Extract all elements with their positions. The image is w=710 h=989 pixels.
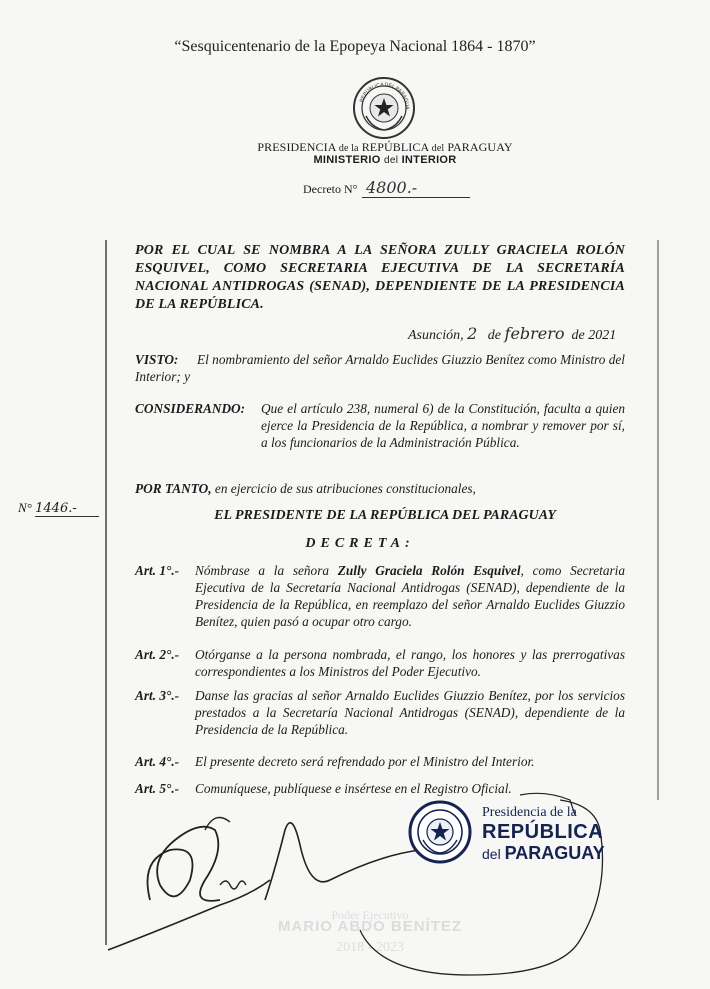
por-tanto-label: POR TANTO, [135, 481, 212, 496]
place-date: Asunción, 2 de febrero de 2021 [408, 324, 617, 343]
watermark-line-3: 2018 - 2023 [336, 940, 404, 955]
article-1: Art. 1°.- Nómbrase a la señora Zully Graciela Rolón Esquivel, como Secretaria Ejecutiva de la Secretaría Nacional Antidrogas (SENAD), dependiente de la Presidencia de la República, en reemplazo del señor Arnaldo Euclides Giuzzio Benítez, quien pasó a ocupar otro cargo. [135, 563, 625, 629]
national-seal-icon [352, 76, 416, 140]
president-heading: EL PRESIDENTE DE LA REPÚBLICA DEL PARAGUAY [214, 508, 556, 523]
decree-number: 4800.- [362, 178, 470, 198]
ministry-line: MINISTERIO del INTERIOR [313, 154, 457, 166]
watermark-line-2: MARIO ABDO BENÍTEZ [277, 918, 463, 935]
svg-text:REPÚBLICA DEL PARAGUAY: REPÚBLICA DEL PARAGUA [358, 81, 411, 110]
por-tanto-section [135, 480, 625, 497]
considerando-label: CONSIDERANDO: [135, 401, 246, 416]
presidency-line: PRESIDENCIA de la REPÚBLICA del PARAGUAY [257, 140, 513, 154]
article-5: Art. 5°.- Comuníquese, publíquese e insértese en el Registro Oficial. [135, 781, 512, 796]
article-4: Art. 4°.- El presente decreto será refrendado por el Ministro del Interior. [135, 754, 535, 769]
handwritten-month: febrero [504, 324, 565, 343]
left-margin-rule [105, 240, 107, 945]
decree-title: POR EL CUAL SE NOMBRA A LA SEÑORA ZULLY GRACIELA ROLÓN ESQUIVEL, COMO SECRETARIA EJECUTIVA DE LA SECRETARÍA NACIONAL ANTIDROGAS (SENAD), DEPENDIENTE DE LA PRESIDENCIA DE LA REPÚBLICA. [135, 243, 625, 312]
article-3: Art. 3°.- Danse las gracias al señor Arnaldo Euclides Giuzzio Benítez, por los servicios prestados a la Secretaría Nacional Antidrogas (SENAD), dependiente de la Presidencia de la República. [135, 688, 625, 737]
considerando-section [135, 400, 625, 451]
decreta-heading: DECRETA: [305, 536, 415, 551]
visto-label: VISTO: [135, 352, 179, 367]
header-motto: “Sesquicentenario de la Epopeya Nacional 1864 - 1870” [174, 38, 536, 55]
por-tanto-text: en ejercicio de sus atribuciones constitucionales, [214, 481, 476, 496]
visto-text: El nombramiento del señor Arnaldo Euclides Giuzzio Benítez como Ministro del Interior; y [135, 352, 625, 384]
article-2: Art. 2°.- Otórganse a la persona nombrada, el rango, los honores y las prerrogativas correspondientes a los Ministros del Poder Ejecutivo. [135, 647, 625, 679]
handwritten-day: 2 [467, 324, 478, 343]
side-registry-number: N° 1446.- [18, 500, 99, 517]
presidency-logo-text: Presidencia de la REPÚBLICA del PARAGUAY [482, 805, 605, 863]
watermark-line-1: Poder Ejecutivo [331, 908, 409, 922]
considerando-text: Que el artículo 238, numeral 6) de la Constitución, faculta a quien ejerce la Presidencia de la República, a nombrar y remover por sí, a los funcionarios de la Administración Pública. [261, 401, 625, 450]
visto-section [135, 351, 625, 385]
decree-label: Decreto N° [303, 182, 358, 196]
